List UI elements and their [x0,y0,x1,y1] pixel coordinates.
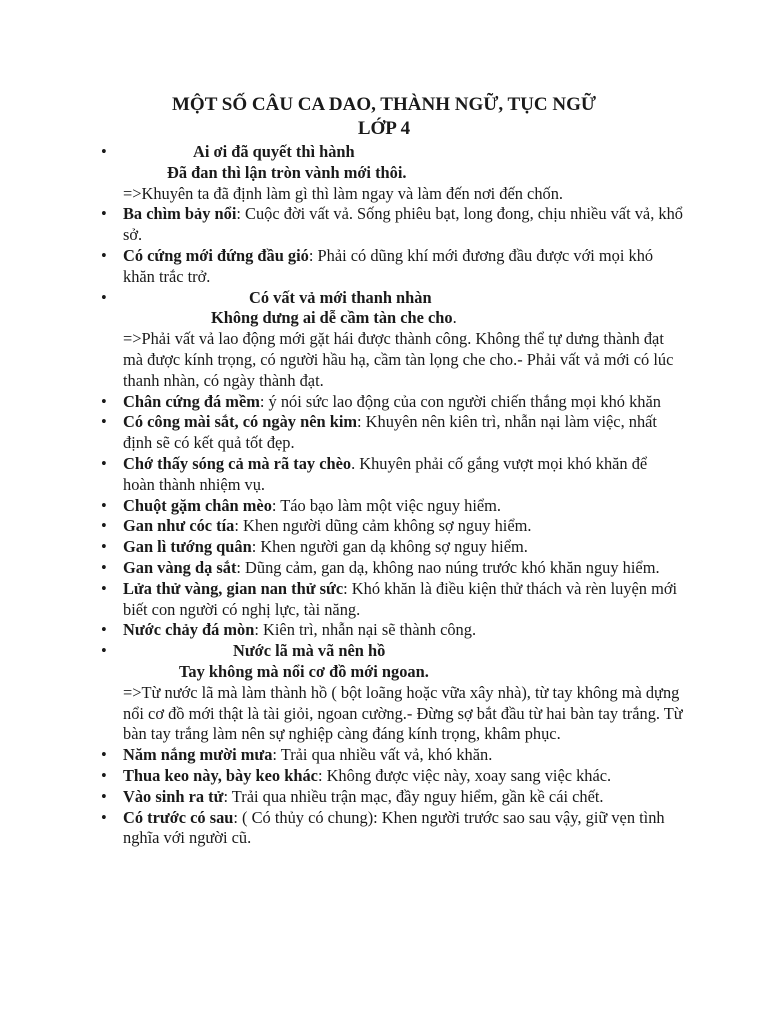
proverb-meaning: : Cuộc đời vất vả. Sống phiêu bạt, long đong, chịu nhiều vất vả, khổ sở. [123,204,683,245]
list-item [123,808,683,850]
proverb-label: Vào sinh ra tử [123,786,224,806]
list-item [123,745,683,766]
list-item [123,516,683,537]
proverb-label: Có cứng mới đứng đầu gió [123,245,309,265]
proverb-meaning: : Khen người dũng cảm không sợ nguy hiểm. [234,516,532,536]
proverb-label: Chân cứng đá mềm [123,391,260,411]
list-item [123,579,683,621]
document-subtitle-grade: LỚP 4 [357,118,411,139]
proverb-label: Chớ thấy sóng cả mà rã tay chèo [123,453,352,473]
list-item [123,558,683,579]
list-item [123,204,683,246]
list-item [123,620,683,641]
document-title: MỘT SỐ CÂU CA DAO, THÀNH NGỮ, TỤC NGỮ [171,94,596,115]
proverb-meaning: : Trải qua nhiều trận mạc, đầy nguy hiểm, gần kề cái chết. [223,786,604,806]
proverb-meaning: : Khen người gan dạ không sợ nguy hiểm. [251,537,528,557]
proverb-meaning: : Kiên trì, nhẫn nại sẽ thành công. [254,620,477,640]
proverb-label: Năm nắng mười mưa [123,745,273,765]
list-item [123,392,683,413]
proverb-list [123,142,683,849]
list-item [123,787,683,808]
poem-line-punctuation: . [452,308,457,328]
list-item [123,641,683,745]
proverb-meaning: : ý nói sức lao động của con người chiến thắng mọi khó khăn [259,391,661,411]
list-item [123,142,683,204]
proverb-meaning: . Khuyên phải cố gắng vượt mọi khó khăn để hoàn thành nhiệm vụ. [123,453,648,494]
proverb-meaning: : ( Có thủy có chung): Khen người trước sao sau vậy, giữ vẹn tình nghĩa với người cũ. [123,807,665,848]
proverb-label: Có công mài sắt, có ngày nên kim [123,412,358,432]
proverb-meaning: : Khó khăn là điều kiện thử thách và rèn luyện mới biết con người có nghị lực, tài năng. [123,578,678,619]
poem-line: • Có vất vả mới thanh nhàn [249,287,432,307]
proverb-label: Gan vàng dạ sắt [123,557,237,577]
list-item [123,246,683,288]
proverb-label: Gan như cóc tía [123,516,235,536]
poem-line: • Ai ơi đã quyết thì hành [193,142,355,161]
list-item [123,537,683,558]
proverb-label: Nước chảy đá mòn [123,620,255,640]
list-item [123,454,683,496]
poem-line: • Nước lã mà vã nên hồ [233,641,386,661]
poem-line-text: Không dưng ai dễ cầm tàn che cho [211,308,453,328]
proverb-label: Có trước có sau [123,807,234,827]
explanation-text: =>Khuyên ta đã định làm gì thì làm ngay và làm đến nơi đến chốn. [123,183,564,203]
explanation-text: =>Từ nước lã mà làm thành hồ ( bột loãng hoặc vữa xây nhà), từ tay không mà dựng nổi cơ đồ mới thật là tài giỏi, ngoan cường.- Đừng sợ bắt đầu từ hai bàn tay trắng. Từ bàn tay trắng làm nên sự nghiệp càng đáng kính trọng, khâm phục. [123,682,683,744]
proverb-meaning: : Dũng cảm, gan dạ, không nao núng trước khó khăn nguy hiểm. [236,557,660,577]
poem-line: Tay không mà nổi cơ đồ mới ngoan. [179,661,429,681]
proverb-meaning: : Trải qua nhiều vất vả, khó khăn. [272,745,493,765]
poem-line [123,308,683,329]
poem-line: Đã đan thì lận tròn vành mới thôi. [167,162,407,182]
proverb-meaning: : Không được việc này, xoay sang việc khác. [317,765,612,785]
list-item [123,496,683,517]
explanation-text: =>Phải vất vả lao động mới gặt hái được thành công. Không thể tự dưng thành đạt mà được kính trọng, có người hầu hạ, cầm tàn lọng che cho.- Phải vất vả mới có lúc thanh nhàn, có ngày thành đạt. [123,329,674,390]
proverb-label: Ba chìm bảy nổi [123,204,237,224]
proverb-label: Chuột gặm chân mèo [123,495,272,515]
list-item [123,412,683,454]
list-item [123,766,683,787]
proverb-label: Gan lì tướng quân [123,537,252,557]
proverb-meaning: : Táo bạo làm một việc nguy hiểm. [271,495,502,515]
proverb-meaning: : Phải có dũng khí mới đương đầu được với mọi khó khăn trắc trở. [123,245,654,286]
proverb-meaning: : Khuyên nên kiên trì, nhẫn nại làm việc, nhất định sẽ có kết quả tốt đẹp. [123,412,657,453]
proverb-label: Lửa thử vàng, gian nan thử sức [123,578,344,598]
list-item [123,288,683,392]
proverb-label: Thua keo này, bày keo khác [123,765,318,785]
